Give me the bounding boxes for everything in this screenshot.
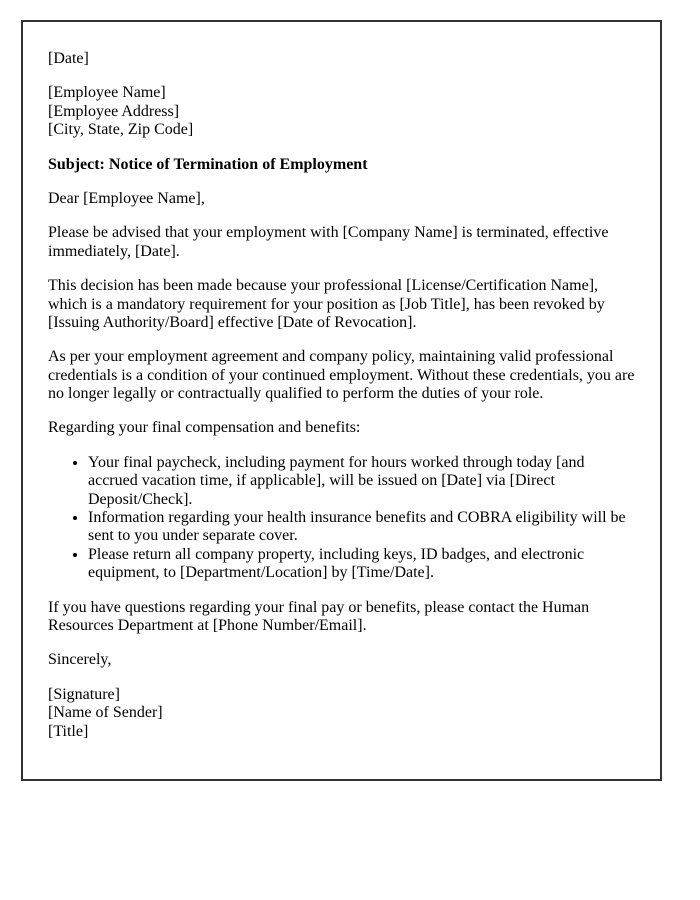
closing-paragraph: If you have questions regarding your final pay or benefits, please contact the Human Resources Department at [Phone Number/Email]. <box>48 598 590 634</box>
recipient-city-line: [City, State, Zip Code] <box>48 121 194 139</box>
termination-letter-document <box>21 20 662 781</box>
sender-name-line: [Name of Sender] <box>48 704 163 722</box>
recipient-name-line: [Employee Name] <box>48 84 166 102</box>
salutation: Dear [Employee Name], <box>48 189 205 207</box>
recipient-address-block <box>48 84 635 139</box>
body-paragraph-reason: This decision has been made because your professional [License/Certification Name], which is a mandatory requirement for your position as [Job Title], has been revoked by [Issuing Authority/Board] effective [Date of Revocation]. <box>48 277 605 331</box>
date-line: [Date] <box>48 50 89 67</box>
sender-title-line: [Title] <box>48 722 89 740</box>
sign-off: Sincerely, <box>48 651 112 669</box>
signature-line: [Signature] <box>48 685 120 703</box>
body-paragraph-termination: Please be advised that your employment with [Company Name] is terminated, effective immediately, [Date]. <box>48 224 609 260</box>
benefits-item-paycheck: • Your final paycheck, including payment for hours worked through today [and accrued vacation time, if applicable], will be issued on [Date] via [Direct Deposit/Check]. <box>88 454 635 509</box>
recipient-street-line: [Employee Address] <box>48 102 180 120</box>
body-paragraph-policy: As per your employment agreement and company policy, maintaining valid professional credentials is a condition of your continued employment. Without these credentials, you are no longer legally or contractually qualified to perform the duties of your role. <box>48 348 635 403</box>
benefits-list <box>48 454 635 583</box>
benefits-intro: Regarding your final compensation and benefits: <box>48 419 361 437</box>
subject-line: Subject: Notice of Termination of Employment <box>48 155 368 173</box>
benefits-item-insurance: • Information regarding your health insurance benefits and COBRA eligibility will be sent to you under separate cover. <box>88 509 635 546</box>
benefits-item-property: • Please return all company property, including keys, ID badges, and electronic equipment, to [Department/Location] by [Time/Date]. <box>88 546 635 583</box>
signature-block <box>48 686 635 741</box>
